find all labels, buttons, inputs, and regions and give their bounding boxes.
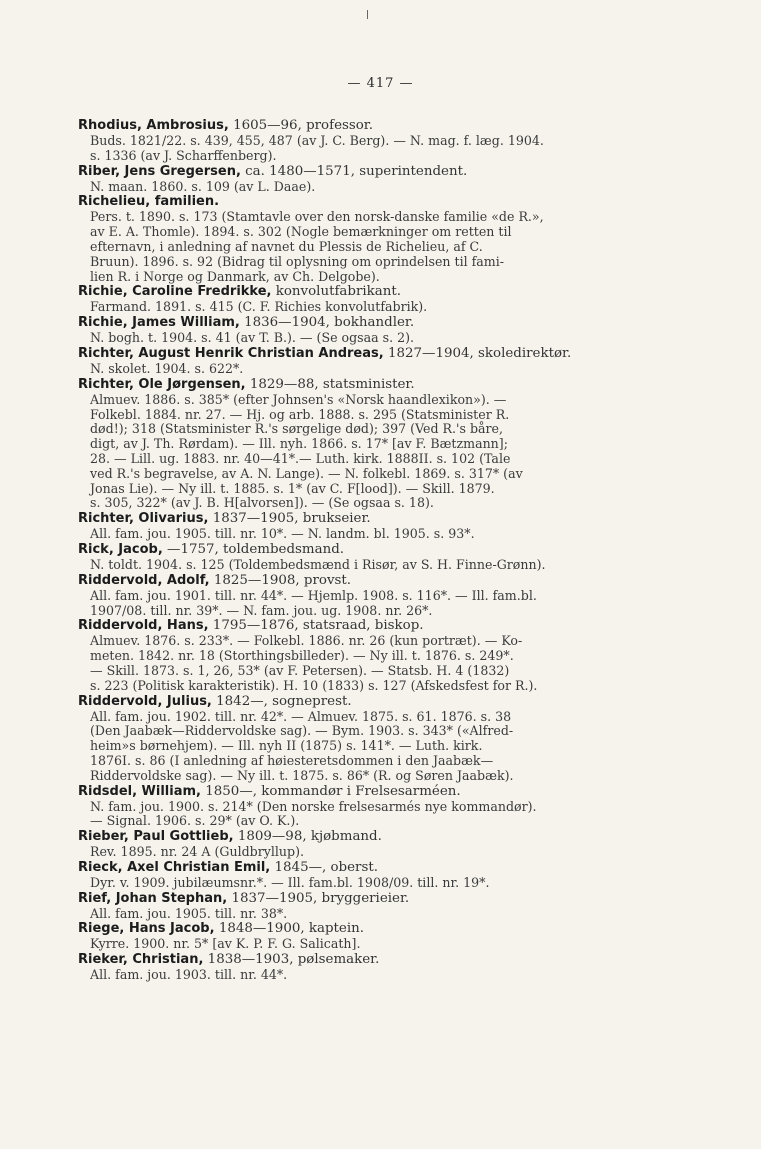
entry-name: Richie, James William, <box>78 315 240 331</box>
entry-reference-line: heim»s børnehjem). — Ill. nyh II (1875) s. 141*. — Luth. kirk. <box>90 738 483 754</box>
entry-name: Rhodius, Ambrosius, <box>78 118 229 133</box>
bibliography-entry <box>78 346 658 377</box>
entry-description: 1845—, oberst. <box>274 859 378 875</box>
entry-heading <box>78 784 658 800</box>
entry-reference-line: Pers. t. 1890. s. 173 (Stamtavle over den norsk-danske familie «de R.», <box>90 209 544 225</box>
entry-reference-line: N. toldt. 1904. s. 125 (Toldembedsmænd i Risør, av S. H. Finne-Grønn). <box>90 556 546 572</box>
entry-heading <box>78 618 658 634</box>
entry-name: Rieker, Christian, <box>78 952 204 968</box>
entry-heading <box>78 194 658 210</box>
bibliography-entry <box>78 118 658 164</box>
entry-reference-line: 28. — Lill. ug. 1883. nr. 40—41*.— Luth. kirk. 1888II. s. 102 (Tale <box>90 450 511 466</box>
entry-reference-line: (Den Jaabæk—Riddervoldske sag). — Bym. 1903. s. 343* («Alfred- <box>90 723 514 739</box>
entry-description: 1827—1904, skoledirektør. <box>387 345 572 361</box>
entry-description: 1848—1900, kaptein. <box>218 921 365 937</box>
entry-description: 1842—, sogneprest. <box>216 693 352 709</box>
entry-reference-line: Folkebl. 1884. nr. 27. — Hj. og arb. 1888. s. 295 (Statsminister R. <box>90 406 510 422</box>
entry-reference-line: N. skolet. 1904. s. 622*. <box>90 360 244 376</box>
entry-heading <box>78 511 658 527</box>
bibliography-entry <box>78 542 658 573</box>
entry-reference-line: lien R. i Norge og Danmark, av Ch. Delgobe). <box>90 268 380 284</box>
entry-name: Riddervold, Julius, <box>78 693 212 709</box>
entry-description: 1825—1908, provst. <box>213 572 352 588</box>
entry-reference-line: Dyr. v. 1909. jubilæumsnr.*. — Ill. fam.bl. 1908/09. till. nr. 19*. <box>90 874 490 890</box>
entry-reference-line: 1876I. s. 86 (I anledning af høiesteretsdommen i den Jaabæk— <box>90 752 494 768</box>
entry-description: ca. 1480—1571, superintendent. <box>245 163 468 179</box>
entry-description: 1837—1905, brukseier. <box>212 511 371 527</box>
entry-reference-line: N. bogh. t. 1904. s. 41 (av T. B.). — (Se ogsaa s. 2). <box>90 330 415 346</box>
entry-reference-line: meten. 1842. nr. 18 (Storthingsbilleder). — Ny ill. t. 1876. s. 249*. <box>90 648 514 664</box>
scan-mark <box>367 10 368 19</box>
entry-heading <box>78 542 658 558</box>
entry-reference-line: s. 1336 (av J. Scharffenberg). <box>90 147 277 163</box>
bibliography-entry <box>78 377 658 511</box>
entry-heading <box>78 829 658 845</box>
entry-heading <box>78 284 658 300</box>
entry-name: Riddervold, Hans, <box>78 618 209 634</box>
entry-reference-line: Kyrre. 1900. nr. 5* [av K. P. F. G. Salicath]. <box>90 936 361 952</box>
entry-name: Richter, August Henrik Christian Andreas, <box>78 345 384 361</box>
entry-reference-line: død!); 318 (Statsminister R.'s sørgelige død); 397 (Ved R.'s båre, <box>90 421 504 437</box>
entry-reference-line: av E. A. Thomle). 1894. s. 302 (Nogle bemærkninger om retten til <box>90 224 512 240</box>
entry-description: —1757, toldembedsmand. <box>167 541 345 557</box>
entry-description: 1829—88, statsminister. <box>249 376 415 392</box>
entry-reference-line: s. 223 (Politisk karakteristik). H. 10 (1833) s. 127 (Afskedsfest for R.). <box>90 677 538 693</box>
entry-heading <box>78 346 658 362</box>
bibliography-entry <box>78 164 658 195</box>
entry-reference-line: Almuev. 1876. s. 233*. — Folkebl. 1886. nr. 26 (kun portræt). — Ko- <box>90 633 523 649</box>
entry-reference-line: Jonas Lie). — Ny ill. t. 1885. s. 1* (av C. F[lood]). — Skill. 1879. <box>90 480 495 496</box>
page-number: — 417 — <box>347 76 414 91</box>
entry-name: Richelieu, familien. <box>78 194 220 210</box>
entry-reference-line: Rev. 1895. nr. 24 A (Guldbryllup). <box>90 844 305 860</box>
entry-name: Rieber, Paul Gottlieb, <box>78 829 234 845</box>
entry-reference-line: All. fam. jou. 1905. till. nr. 10*. — N. landm. bl. 1905. s. 93*. <box>90 526 475 542</box>
entry-heading <box>78 952 658 968</box>
entry-list <box>78 118 658 983</box>
bibliography-entry <box>78 891 658 922</box>
entry-reference-line: All. fam. jou. 1902. till. nr. 42*. — Almuev. 1875. s. 61. 1876. s. 38 <box>90 708 512 724</box>
entry-reference-line: — Signal. 1906. s. 29* (av O. K.). <box>90 813 300 829</box>
entry-name: Rief, Johan Stephan, <box>78 890 228 906</box>
entry-reference-line: s. 305, 322* (av J. B. H[alvorsen]). — (Se ogsaa s. 18). <box>90 495 434 511</box>
entry-reference-line: 1907/08. till. nr. 39*. — N. fam. jou. ug. 1908. nr. 26*. <box>90 602 433 618</box>
entry-description: konvolutfabrikant. <box>275 284 402 300</box>
entry-reference-line: efternavn, i anledning af navnet du Plessis de Richelieu, af C. <box>90 238 483 254</box>
entry-reference-line: All. fam. jou. 1903. till. nr. 44*. <box>90 967 288 983</box>
entry-heading <box>78 860 658 876</box>
entry-heading <box>78 891 658 907</box>
entry-heading <box>78 118 658 134</box>
entry-reference-line: Almuev. 1886. s. 385* (efter Johnsen's «Norsk haandlexikon»). — <box>90 391 507 407</box>
entry-reference-line: N. fam. jou. 1900. s. 214* (Den norske frelsesarmés nye kommandør). <box>90 798 537 814</box>
entry-reference-line: ved R.'s begravelse, av A. N. Lange). — N. folkebl. 1869. s. 317* (av <box>90 465 523 481</box>
bibliography-entry <box>78 284 658 315</box>
bibliography-entry <box>78 694 658 784</box>
bibliography-entry <box>78 618 658 693</box>
entry-heading <box>78 921 658 937</box>
bibliography-entry <box>78 194 658 284</box>
entry-heading <box>78 164 658 180</box>
entry-reference-line: All. fam. jou. 1901. till. nr. 44*. — Hjemlp. 1908. s. 116*. — Ill. fam.bl. <box>90 587 537 603</box>
entry-description: 1809—98, kjøbmand. <box>237 829 382 845</box>
entry-reference-line: — Skill. 1873. s. 1, 26, 53* (av F. Petersen). — Statsb. H. 4 (1832) <box>90 662 510 678</box>
entry-heading <box>78 315 658 331</box>
bibliography-entry <box>78 829 658 860</box>
entry-reference-line: Riddervoldske sag). — Ny ill. t. 1875. s. 86* (R. og Søren Jaabæk). <box>90 767 514 783</box>
entry-name: Richter, Olivarius, <box>78 511 209 527</box>
bibliography-entry <box>78 784 658 830</box>
entry-name: Rieck, Axel Christian Emil, <box>78 859 271 875</box>
entry-heading <box>78 573 658 589</box>
bibliography-entry <box>78 921 658 952</box>
entry-reference-line: N. maan. 1860. s. 109 (av L. Daae). <box>90 178 316 194</box>
entry-reference-line: Buds. 1821/22. s. 439, 455, 487 (av J. C. Berg). — N. mag. f. læg. 1904. <box>90 133 544 148</box>
entry-description: 1850—, kommandør i Frelsesarméen. <box>205 783 461 799</box>
entry-description: 1837—1905, bryggerieier. <box>231 890 410 906</box>
entry-name: Riber, Jens Gregersen, <box>78 163 241 179</box>
entry-reference-line: All. fam. jou. 1905. till. nr. 38*. <box>90 905 288 921</box>
bibliography-entry <box>78 511 658 542</box>
entry-name: Ridsdel, William, <box>78 783 201 799</box>
entry-description: 1795—1876, statsraad, biskop. <box>212 618 424 634</box>
entry-heading <box>78 377 658 393</box>
bibliography-entry <box>78 860 658 891</box>
bibliography-entry <box>78 315 658 346</box>
entry-reference-line: digt, av J. Th. Rørdam). — Ill. nyh. 1866. s. 17* [av F. Bætzmann]; <box>90 436 508 452</box>
entry-name: Richie, Caroline Fredrikke, <box>78 284 272 300</box>
bibliography-entry <box>78 573 658 619</box>
entry-heading <box>78 694 658 710</box>
entry-description: 1838—1903, pølsemaker. <box>207 952 380 968</box>
entry-description: 1605—96, professor. <box>233 118 373 133</box>
entry-name: Rick, Jacob, <box>78 541 163 557</box>
entry-reference-line: Bruun). 1896. s. 92 (Bidrag til oplysning om oprindelsen til fami- <box>90 253 505 269</box>
bibliography-entry <box>78 952 658 983</box>
entry-name: Richter, Ole Jørgensen, <box>78 376 246 392</box>
entry-name: Riege, Hans Jacob, <box>78 921 215 937</box>
entry-name: Riddervold, Adolf, <box>78 572 210 588</box>
entry-reference-line: Farmand. 1891. s. 415 (C. F. Richies konvolutfabrik). <box>90 299 428 315</box>
entry-description: 1836—1904, bokhandler. <box>244 315 415 331</box>
